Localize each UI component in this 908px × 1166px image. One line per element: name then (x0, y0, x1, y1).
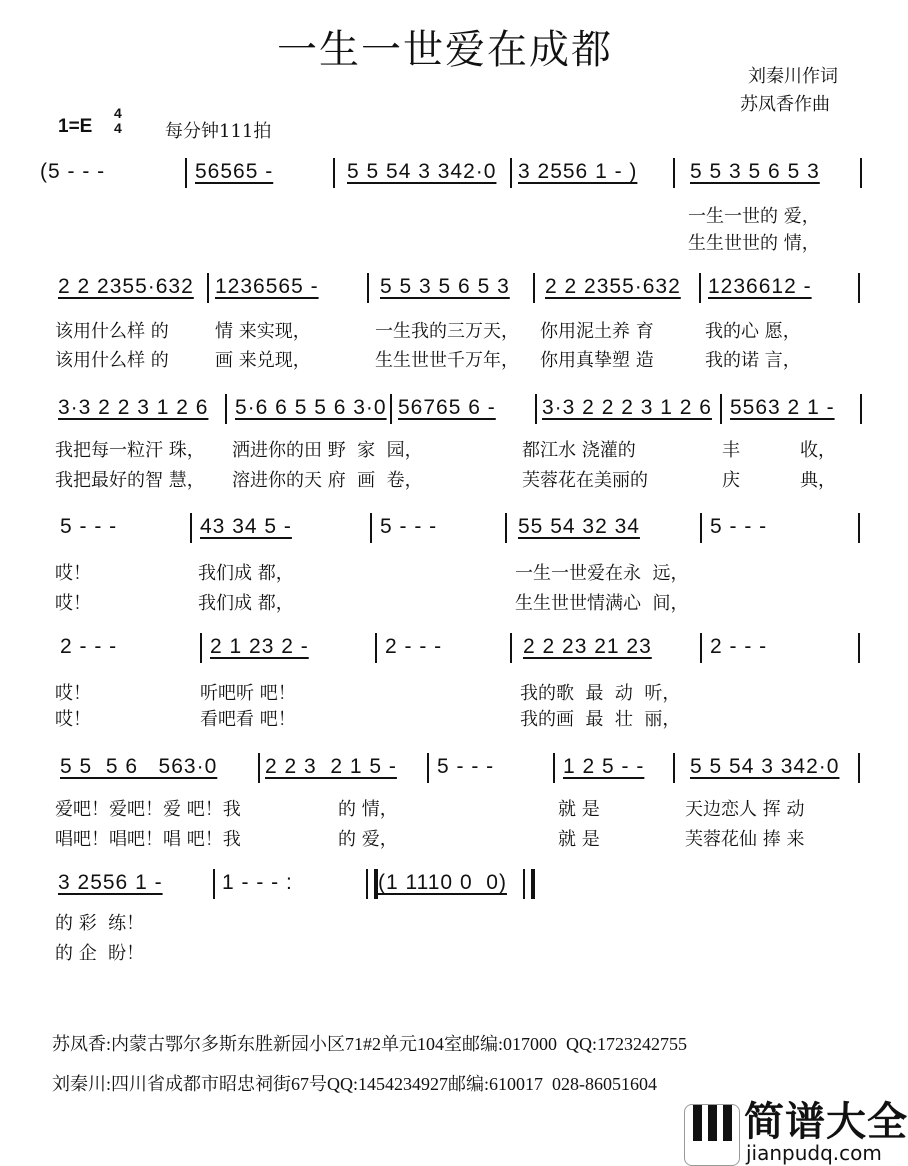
bar-line (858, 513, 860, 543)
measure: 3·3 2 2 2 3 1 2 6 (542, 396, 712, 419)
song-title: 一生一世爱在成都 (277, 27, 613, 73)
lyric: 该用什么样 的 (55, 350, 169, 371)
measure: 1 - - - : (222, 871, 293, 894)
lyric: 该用什么样 的 (55, 321, 169, 342)
bar-line (213, 869, 215, 899)
lyric: 我的画 最 壮 丽， (520, 709, 681, 730)
lyric: 一生一世的 爱， (688, 206, 820, 227)
key-signature: 1=E (58, 116, 93, 137)
bar-line (860, 394, 862, 424)
composer-credit: 苏凤香作曲 (740, 94, 830, 115)
repeat-bar (366, 869, 378, 899)
measure: 43 34 5 - (200, 515, 292, 538)
measure: 2 2 23 21 23 (523, 635, 652, 658)
lyric: 生生世世千万年， (375, 350, 519, 371)
lyric: 芙蓉花仙 捧 来 (685, 829, 805, 850)
measure: 2 - - - (710, 635, 768, 658)
measure: (5 - - - (40, 160, 106, 183)
bar-line (207, 273, 209, 303)
lyric: 溶进你的天 府 画 卷， (232, 470, 423, 491)
measure: 5 - - - (437, 755, 495, 778)
lyric: 的 爱， (338, 829, 398, 850)
lyric: 哎！ (55, 593, 91, 614)
bar-line (700, 513, 702, 543)
lyric: 我把最好的智 慧， (55, 470, 205, 491)
measure: 56765 6 - (398, 396, 496, 419)
lyric: 我的歌 最 动 听， (520, 683, 681, 704)
bar-line (200, 633, 202, 663)
bar-line (673, 158, 675, 188)
lyric: 丰 (722, 440, 740, 461)
bar-line (333, 158, 335, 188)
lyric: 生生世世的 情， (688, 233, 820, 254)
lyricist-credit: 刘秦川作词 (748, 66, 838, 87)
lyric: 看吧看 吧！ (200, 709, 296, 730)
lyric: 收， (800, 440, 836, 461)
lyric: 我的心 愿， (705, 321, 801, 342)
bar-line (370, 513, 372, 543)
lyric: 的 企 盼！ (55, 943, 145, 964)
measure: 3 2556 1 - (58, 871, 163, 894)
lyric: 画 来兑现， (215, 350, 311, 371)
lyric: 天边恋人 挥 动 (685, 799, 805, 820)
final-bar (523, 869, 535, 899)
lyric: 典， (800, 470, 836, 491)
measure: 2 - - - (60, 635, 118, 658)
bar-line (720, 394, 722, 424)
piano-keys-icon (684, 1104, 740, 1166)
bar-line (553, 753, 555, 783)
bar-line (225, 394, 227, 424)
lyric: 就 是 (558, 829, 600, 850)
bar-line (427, 753, 429, 783)
lyric: 都江水 浇灌的 (522, 440, 636, 461)
measure: 5 5 54 3 342·0 (690, 755, 840, 778)
bar-line (860, 158, 862, 188)
lyric: 生生世世情满心 间， (515, 593, 689, 614)
logo-url: jianpudq.com (746, 1141, 882, 1165)
time-signature (114, 106, 122, 136)
measure: 56565 - (195, 160, 274, 183)
lyric: 哎！ (55, 683, 91, 704)
logo-name: 简谱大全 (744, 1099, 908, 1145)
bar-line (700, 633, 702, 663)
bar-line (510, 633, 512, 663)
lyric: 我的诺 言， (705, 350, 801, 371)
measure: 5 - - - (710, 515, 768, 538)
measure: 55 54 32 34 (518, 515, 640, 538)
measure: (1 1110 0 0) (378, 871, 507, 894)
lyric: 洒进你的田 野 家 园， (232, 440, 423, 461)
measure: 3·3 2 2 3 1 2 6 (58, 396, 209, 419)
bar-line (673, 753, 675, 783)
time-sig-bottom: 4 (114, 120, 122, 136)
measure: 5·6 6 5 5 6 3·0 (235, 396, 387, 419)
bar-line (535, 394, 537, 424)
bar-line (510, 158, 512, 188)
lyric: 的 彩 练！ (55, 913, 145, 934)
lyric: 爱吧！爱吧！爱 吧！我 (55, 799, 241, 820)
bar-line (367, 273, 369, 303)
bar-line (533, 273, 535, 303)
measure: 2 2 2355·632 (545, 275, 681, 298)
time-sig-top: 4 (114, 105, 122, 121)
lyric: 一生我的三万天， (375, 321, 519, 342)
lyric: 你用真挚塑 造 (540, 350, 654, 371)
bar-line (858, 273, 860, 303)
bar-line (505, 513, 507, 543)
bar-line (375, 633, 377, 663)
measure: 1236565 - (215, 275, 319, 298)
lyric: 芙蓉花在美丽的 (522, 470, 648, 491)
measure: 2 2 3 2 1 5 - (265, 755, 397, 778)
lyric: 你用泥土养 育 (540, 321, 654, 342)
bar-line (699, 273, 701, 303)
tempo-marking: 每分钟111拍 (165, 121, 272, 142)
measure: 1 2 5 - - (563, 755, 645, 778)
contact-line-composer: 苏凤香:内蒙古鄂尔多斯东胜新园小区71#2单元104室邮编:017000 QQ:1723242755 (52, 1034, 687, 1054)
measure: 5 - - - (380, 515, 438, 538)
measure: 5563 2 1 - (730, 396, 835, 419)
measure: 1236612 - (708, 275, 812, 298)
lyric: 情 来实现， (215, 321, 311, 342)
lyric: 唱吧！唱吧！唱 吧！我 (55, 829, 241, 850)
measure: 5 - - - (60, 515, 118, 538)
bar-line (858, 633, 860, 663)
measure: 3 2556 1 - ) (518, 160, 638, 183)
lyric: 庆 (722, 470, 740, 491)
lyric: 哎！ (55, 563, 91, 584)
measure: 2 2 2355·632 (58, 275, 194, 298)
lyric: 哎！ (55, 709, 91, 730)
bar-line (185, 158, 187, 188)
lyric: 我把每一粒汗 珠， (55, 440, 205, 461)
lyric: 一生一世爱在永 远， (515, 563, 689, 584)
bar-line (390, 394, 392, 424)
bar-line (258, 753, 260, 783)
measure: 2 1 23 2 - (210, 635, 309, 658)
contact-line-lyricist: 刘秦川:四川省成都市昭忠祠街67号QQ:1454234927邮编:610017 028-86051604 (52, 1074, 657, 1094)
measure: 5 5 5 6 563·0 (60, 755, 218, 778)
lyric: 就 是 (558, 799, 600, 820)
lyric: 的 情， (338, 799, 398, 820)
bar-line (190, 513, 192, 543)
site-logo (684, 1099, 908, 1166)
measure: 5 5 3 5 6 5 3 (690, 160, 820, 183)
bar-line (858, 753, 860, 783)
measure: 5 5 54 3 342·0 (347, 160, 497, 183)
lyric: 我们成 都， (198, 593, 294, 614)
lyric: 听吧听 吧！ (200, 683, 296, 704)
lyric: 我们成 都， (198, 563, 294, 584)
measure: 2 - - - (385, 635, 443, 658)
measure: 5 5 3 5 6 5 3 (380, 275, 510, 298)
